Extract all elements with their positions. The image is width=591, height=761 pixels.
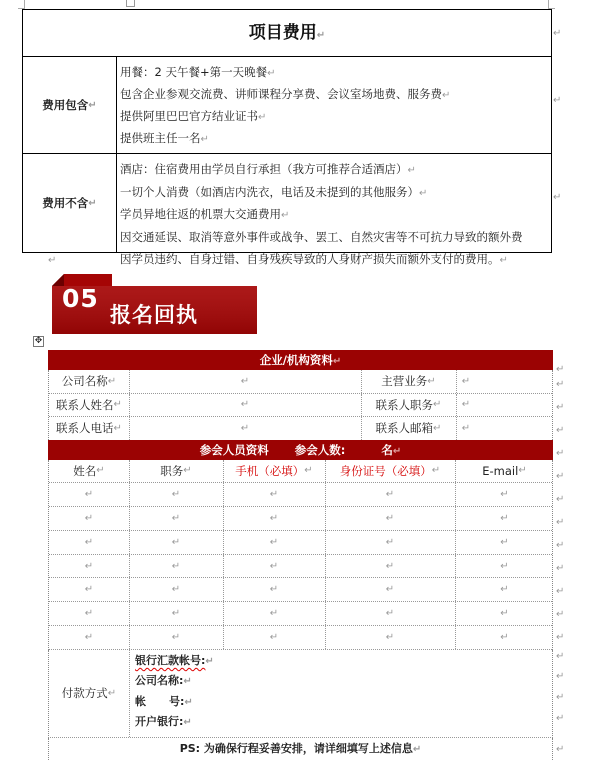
divider (325, 460, 326, 483)
payment-label (49, 650, 129, 737)
paragraph-mark: ↵ (84, 536, 94, 548)
attendee-cell[interactable] (49, 602, 129, 625)
line-text: 因交通延误、取消等意外事件或战争、罢工、自然灾害等不可抗力导致的额外费 (120, 229, 523, 244)
field-label: 公司名称 (61, 374, 108, 389)
attendee-cell[interactable] (325, 483, 455, 506)
paragraph-mark: ↵ (500, 560, 509, 572)
column-header-email (455, 460, 554, 483)
paragraph-mark: ↵ (96, 465, 105, 477)
paragraph-mark: ↵ (556, 692, 565, 703)
attendee-cell[interactable] (455, 555, 554, 578)
paragraph-mark: ↵ (461, 375, 471, 387)
divider (129, 626, 130, 649)
paragraph-mark: ↵ (500, 536, 509, 548)
line-text: 酒店：住宿费用由学员自行承担（我方可推荐合适酒店） (120, 162, 408, 176)
company-field-row (49, 394, 552, 418)
paragraph-mark: ↵ (412, 743, 422, 755)
label-text: 费用不含 (42, 196, 89, 210)
divider (325, 602, 326, 625)
attendee-cell[interactable] (49, 483, 129, 506)
paragraph-mark: ↵ (267, 68, 276, 79)
paragraph-mark: ↵ (88, 197, 97, 209)
company-fields (48, 370, 553, 440)
divider (223, 531, 224, 554)
paragraph-mark: ↵ (431, 465, 441, 477)
paragraph-mark: ↵ (500, 489, 509, 501)
field-label: 联系人职务 (375, 397, 434, 412)
attendee-cell[interactable] (223, 531, 325, 554)
attendee-rows (49, 483, 552, 650)
paragraph-mark: ↵ (556, 609, 565, 620)
cost-table-title (23, 10, 551, 57)
paragraph-mark: ↵ (269, 608, 279, 620)
attendee-cell[interactable] (129, 555, 223, 578)
attendee-cell[interactable] (129, 626, 223, 649)
attendee-cell[interactable] (129, 578, 223, 601)
paragraph-mark: ↵ (556, 632, 565, 643)
cost-label-included (23, 57, 117, 153)
included-line (120, 127, 549, 149)
divider (129, 578, 130, 601)
payment-line-text: 帐 号: (135, 694, 185, 708)
paragraph-mark: ↵ (556, 671, 565, 682)
divider (455, 531, 456, 554)
attendee-section-title: 参会人员资料 (199, 442, 269, 457)
paragraph-mark: ↵ (419, 187, 428, 199)
payment-line-text: 公司名称: (135, 673, 184, 687)
paragraph-mark: ↵ (433, 422, 442, 434)
label-text: 费用包含 (42, 98, 89, 112)
registration-form (48, 350, 553, 760)
table-anchor-icon (126, 0, 135, 7)
paragraph-mark: ↵ (553, 192, 562, 203)
contact-email-input[interactable] (456, 417, 476, 440)
attendee-row (49, 626, 552, 650)
paragraph-mark: ↵ (385, 512, 395, 524)
divider (325, 555, 326, 578)
paragraph-mark: ↵ (500, 584, 509, 596)
paragraph-mark: ↵ (48, 255, 57, 266)
attendee-cell[interactable] (129, 531, 223, 554)
paragraph-mark: ↵ (556, 425, 565, 436)
attendee-cell[interactable] (223, 626, 325, 649)
attendee-cell[interactable] (455, 578, 554, 601)
divider (223, 507, 224, 530)
divider (455, 602, 456, 625)
excluded-line (120, 158, 549, 181)
attendee-row (49, 578, 552, 602)
attendee-cell[interactable] (223, 555, 325, 578)
paragraph-mark: ↵ (385, 608, 395, 620)
paragraph-mark: ↵ (88, 99, 97, 111)
divider (129, 507, 130, 530)
paragraph-mark: ↵ (113, 422, 122, 434)
divider (325, 531, 326, 554)
line-text: 因学员违约、自身过错、自身残疾导致的人身财产损失而额外支付的费用。 (120, 252, 500, 267)
attendee-cell[interactable] (325, 555, 455, 578)
divider (325, 578, 326, 601)
payment-account-number[interactable] (135, 692, 193, 712)
paragraph-mark: ↵ (171, 489, 181, 501)
paragraph-mark: ↵ (107, 375, 117, 387)
attendee-cell[interactable] (325, 507, 455, 530)
payment-line-text: 开户银行: (135, 714, 184, 728)
paragraph-mark: ↵ (171, 512, 181, 524)
excluded-lines (120, 158, 549, 271)
divider (223, 578, 224, 601)
paragraph-mark: ↵ (427, 375, 436, 387)
paragraph-mark: ↵ (184, 696, 193, 708)
attendee-cell[interactable] (223, 507, 325, 530)
divider (129, 555, 130, 578)
excluded-line (120, 226, 549, 249)
cost-title-text: 项目费用 (248, 23, 317, 43)
company-name-label (49, 370, 129, 393)
column-label: 身份证号（必填） (339, 463, 432, 478)
field-label: 联系人电话 (56, 421, 114, 436)
paragraph-mark: ↵ (556, 744, 565, 755)
paragraph-mark: ↵ (171, 631, 181, 643)
attendee-cell[interactable] (49, 578, 129, 601)
paragraph-mark: ↵ (316, 30, 326, 41)
paragraph-mark: ↵ (556, 713, 565, 724)
paragraph-mark: ↵ (385, 560, 395, 572)
contact-title-input[interactable] (456, 394, 476, 417)
divider (129, 650, 130, 737)
paragraph-mark: ↵ (433, 399, 442, 411)
attendee-header-row (49, 460, 552, 484)
paragraph-mark: ↵ (84, 512, 94, 524)
paragraph-mark: ↵ (332, 356, 342, 367)
included-line (120, 105, 549, 127)
paragraph-mark: ↵ (200, 134, 209, 145)
paragraph-mark: ↵ (385, 489, 395, 501)
paragraph-mark: ↵ (556, 586, 565, 597)
paragraph-mark: ↵ (385, 584, 395, 596)
cost-label-excluded (23, 154, 117, 252)
divider (325, 507, 326, 530)
divider (455, 460, 456, 483)
paragraph-mark: ↵ (385, 631, 395, 643)
column-label: 手机（必填） (235, 463, 305, 478)
company-name-input[interactable] (129, 370, 361, 393)
paragraph-mark: ↵ (269, 560, 279, 572)
attendee-row (49, 531, 552, 555)
paragraph-mark: ↵ (500, 608, 509, 620)
paragraph-mark: ↵ (84, 489, 94, 501)
payment-line-text: 银行汇款帐号: (135, 653, 206, 667)
divider (455, 555, 456, 578)
divider (129, 602, 130, 625)
paragraph-mark: ↵ (171, 584, 181, 596)
attendee-cell[interactable] (455, 626, 554, 649)
paragraph-mark: ↵ (442, 90, 451, 101)
paragraph-mark: ↵ (183, 716, 192, 728)
main-business-input[interactable] (456, 370, 476, 393)
divider (223, 602, 224, 625)
cost-row-excluded (23, 154, 551, 267)
attendee-cell[interactable] (325, 578, 455, 601)
excluded-line (120, 248, 549, 271)
contact-name-input[interactable] (129, 394, 361, 417)
page-corner-mark-right (548, 0, 555, 9)
attendee-count-label: 参会人数: (294, 442, 346, 457)
paragraph-mark: ↵ (385, 536, 395, 548)
banner-number: 05 (62, 284, 99, 313)
column-header-name (49, 460, 129, 483)
excluded-line (120, 181, 549, 204)
field-label: 联系人邮箱 (375, 421, 434, 436)
attendee-cell[interactable] (129, 483, 223, 506)
divider (325, 626, 326, 649)
paragraph-mark: ↵ (407, 165, 416, 176)
paragraph-mark: ↵ (269, 512, 279, 524)
paragraph-mark: ↵ (556, 563, 565, 574)
attendee-cell[interactable] (455, 507, 554, 530)
paragraph-mark: ↵ (392, 445, 402, 457)
paragraph-mark: ↵ (556, 448, 565, 459)
company-section-title: 企业/机构资料 (259, 353, 333, 367)
paragraph-mark: ↵ (107, 687, 117, 699)
ps-note (48, 738, 553, 760)
attendee-cell[interactable] (223, 602, 325, 625)
attendee-cell[interactable] (129, 507, 223, 530)
paragraph-mark: ↵ (556, 364, 565, 375)
ps-text: PS: 为确保行程妥善安排，请详细填写上述信息 (179, 741, 413, 755)
paragraph-mark: ↵ (304, 465, 313, 477)
section-banner (52, 272, 257, 334)
column-header-phone (223, 460, 325, 483)
attendee-cell[interactable] (129, 602, 223, 625)
payment-bank-name[interactable] (135, 712, 192, 732)
divider (455, 507, 456, 530)
divider (223, 460, 224, 483)
main-business-label (361, 370, 456, 393)
column-header-id (325, 460, 455, 483)
paragraph-mark: ↵ (171, 536, 181, 548)
paragraph-mark: ↵ (171, 560, 181, 572)
paragraph-mark: ↵ (461, 399, 471, 411)
divider (455, 483, 456, 506)
cost-row-included (23, 57, 551, 154)
company-section-header (48, 350, 553, 370)
paragraph-mark: ↵ (171, 608, 181, 620)
line-text: 包含企业参观交流费、讲师课程分享费、会议室场地费、服务费 (120, 87, 442, 101)
paragraph-mark: ↵ (84, 560, 94, 572)
paragraph-mark: ↵ (183, 675, 192, 687)
attendee-cell[interactable] (325, 626, 455, 649)
divider (223, 483, 224, 506)
divider (129, 531, 130, 554)
divider (325, 483, 326, 506)
paragraph-mark: ↵ (556, 379, 565, 390)
attendee-section-header (48, 440, 553, 460)
attendee-cell[interactable] (325, 531, 455, 554)
paragraph-mark: ↵ (556, 402, 565, 413)
field-label: 联系人姓名 (56, 397, 114, 412)
included-line (120, 61, 549, 83)
line-text: 学员异地往返的机票大交通费用 (120, 207, 281, 222)
paragraph-mark: ↵ (113, 399, 122, 411)
line-text: 提供班主任一名 (120, 131, 201, 145)
column-label: E-mail (482, 463, 519, 478)
contact-phone-input[interactable] (129, 417, 361, 440)
paragraph-mark: ↵ (84, 608, 94, 620)
paragraph-mark: ↵ (556, 651, 565, 662)
paragraph-mark: ↵ (553, 28, 562, 39)
included-line (120, 83, 549, 105)
attendee-cell[interactable] (455, 602, 554, 625)
paragraph-mark: ↵ (461, 422, 471, 434)
paragraph-mark: ↵ (258, 112, 267, 123)
divider (455, 578, 456, 601)
paragraph-mark: ↵ (553, 95, 562, 106)
paragraph-mark: ↵ (240, 375, 250, 387)
company-field-row (49, 370, 552, 394)
banner-title: 报名回执 (110, 303, 198, 327)
move-handle-icon[interactable]: ✥ (34, 336, 43, 346)
attendee-row (49, 602, 552, 626)
contact-phone-label (49, 417, 129, 440)
column-header-title (129, 460, 223, 483)
paragraph-mark: ↵ (500, 512, 509, 524)
attendee-cell[interactable] (455, 531, 554, 554)
divider (223, 626, 224, 649)
cost-table (22, 9, 552, 267)
contact-title-label (361, 394, 456, 417)
attendee-cell[interactable] (223, 578, 325, 601)
line-text: 用餐：2 天午餐+第一天晚餐 (120, 65, 268, 79)
included-lines (120, 61, 549, 149)
attendee-row (49, 483, 552, 507)
paragraph-mark: ↵ (518, 465, 527, 477)
attendee-cell[interactable] (455, 483, 554, 506)
paragraph-mark: ↵ (183, 465, 192, 477)
paragraph-mark: ↵ (556, 494, 565, 505)
paragraph-mark: ↵ (269, 489, 279, 501)
contact-name-label (49, 394, 129, 417)
divider (455, 626, 456, 649)
paragraph-mark: ↵ (556, 517, 565, 528)
field-label: 主营业务 (381, 374, 428, 389)
paragraph-mark: ↵ (84, 584, 94, 596)
attendee-cell[interactable] (49, 555, 129, 578)
line-text: 一切个人消费（如酒店内洗衣，电话及未提到的其他服务） (120, 184, 419, 199)
divider (129, 460, 130, 483)
paragraph-mark: ↵ (269, 536, 279, 548)
paragraph-mark: ↵ (240, 422, 250, 434)
paragraph-mark: ↵ (269, 631, 279, 643)
paragraph-mark: ↵ (84, 631, 94, 643)
divider (129, 483, 130, 506)
page-corner-mark-left (18, 0, 25, 9)
paragraph-mark: ↵ (281, 210, 290, 222)
paragraph-mark: ↵ (269, 584, 279, 596)
payment-block (48, 650, 553, 738)
attendee-cell[interactable] (49, 507, 129, 530)
attendee-cell[interactable] (49, 531, 129, 554)
payment-bank-account[interactable] (135, 651, 214, 671)
payment-label-text: 付款方式 (61, 686, 108, 701)
paragraph-mark: ↵ (500, 631, 509, 643)
attendee-count-unit: 名 (381, 442, 393, 457)
attendee-row (49, 555, 552, 579)
paragraph-mark: ↵ (556, 471, 565, 482)
paragraph-mark: ↵ (556, 540, 565, 551)
attendee-cell[interactable] (325, 602, 455, 625)
excluded-line (120, 203, 549, 226)
attendee-cell[interactable] (223, 483, 325, 506)
line-text: 提供阿里巴巴官方结业证书 (120, 109, 258, 123)
column-label: 职务 (160, 463, 184, 478)
contact-email-label (361, 417, 456, 440)
column-label: 姓名 (73, 463, 97, 478)
divider (223, 555, 224, 578)
attendee-grid (48, 460, 553, 650)
payment-company-name[interactable] (135, 671, 192, 691)
paragraph-mark: ↵ (499, 255, 508, 267)
paragraph-mark: ↵ (205, 655, 214, 667)
company-field-row (49, 417, 552, 440)
paragraph-mark: ↵ (240, 399, 250, 411)
attendee-row (49, 507, 552, 531)
attendee-cell[interactable] (49, 626, 129, 649)
